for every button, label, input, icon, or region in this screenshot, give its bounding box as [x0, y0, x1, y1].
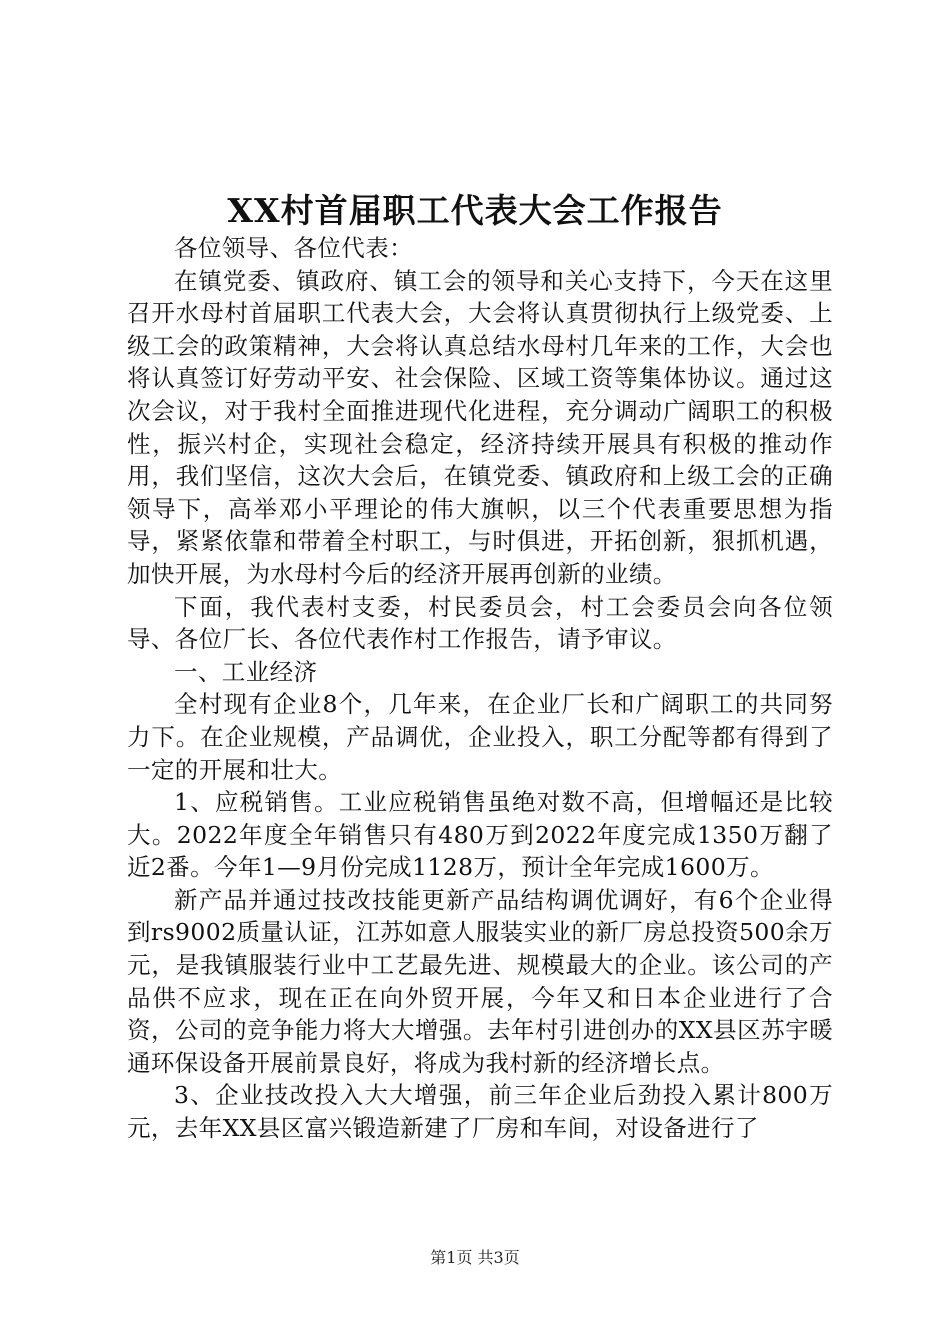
document-title: XX村首届职工代表大会工作报告	[227, 191, 723, 230]
document-body	[127, 232, 833, 1145]
paragraph-new-products: 新产品并通过技改技能更新产品结构调优调好，有6个企业得到rs9002质量认证，江苏如意人服装实业的新厂房总投资500余万元，是我镇服装行业中工艺最先进、规模最大的企业。该公司的产品供不应求，现在正在向外贸开展，今年又和日本企业进行了合资，公司的竞争能力将大大增强。去年村引进创办的XX县区苏宇暖通环保设备开展前景良好，将成为我村新的经济增长点。	[127, 885, 833, 1077]
paragraph-enterprises: 全村现有企业8个，几年来，在企业厂长和广阔职工的共同努力下。在企业规模，产品调优，企业投入，职工分配等都有得到了一定的开展和壮大。	[127, 690, 833, 784]
section-heading-industry: 一、工业经济	[174, 657, 318, 686]
paragraph-salutation: 各位领导、各位代表：	[174, 234, 413, 262]
paragraph-taxable-sales: 1、应税销售。工业应税销售虽绝对数不高，但增幅还是比较大。2022年度全年销售只有480万到2022年度完成1350万翻了近2番。今年1—9月份完成1128万，预计全年完成1600万。	[127, 788, 833, 882]
paragraph-tech-investment: 3、企业技改投入大大增强，前三年企业后劲投入累计800万元，去年XX县区富兴锻造新建了厂房和车间，对设备进行了	[127, 1081, 833, 1143]
paragraph-opening: 在镇党委、镇政府、镇工会的领导和关心支持下，今天在这里召开水母村首届职工代表大会，大会将认真贯彻执行上级党委、上级工会的政策精神，大会将认真总结水母村几年来的工作，大会也将认真签订好劳动平安、社会保险、区域工资等集体协议。通过这次会议，对于我村全面推进现代化进程，充分调动广阔职工的积极性，振兴村企，实现社会稳定，经济持续开展具有积极的推动作用，我们坚信，这次大会后，在镇党委、镇政府和上级工会的正确领导下，高举邓小平理论的伟大旗帜，以三个代表重要思想为指导，紧紧依靠和带着全村职工，与时俱进，开拓创新，狠抓机遇，加快开展，为水母村今后的经济开展再创新的业绩。	[127, 266, 833, 588]
page-number-footer: 第1页 共3页	[430, 1248, 520, 1267]
paragraph-report-intro: 下面，我代表村支委，村民委员会，村工会委员会向各位领导、各位厂长、各位代表作村工作报告，请予审议。	[127, 592, 833, 654]
